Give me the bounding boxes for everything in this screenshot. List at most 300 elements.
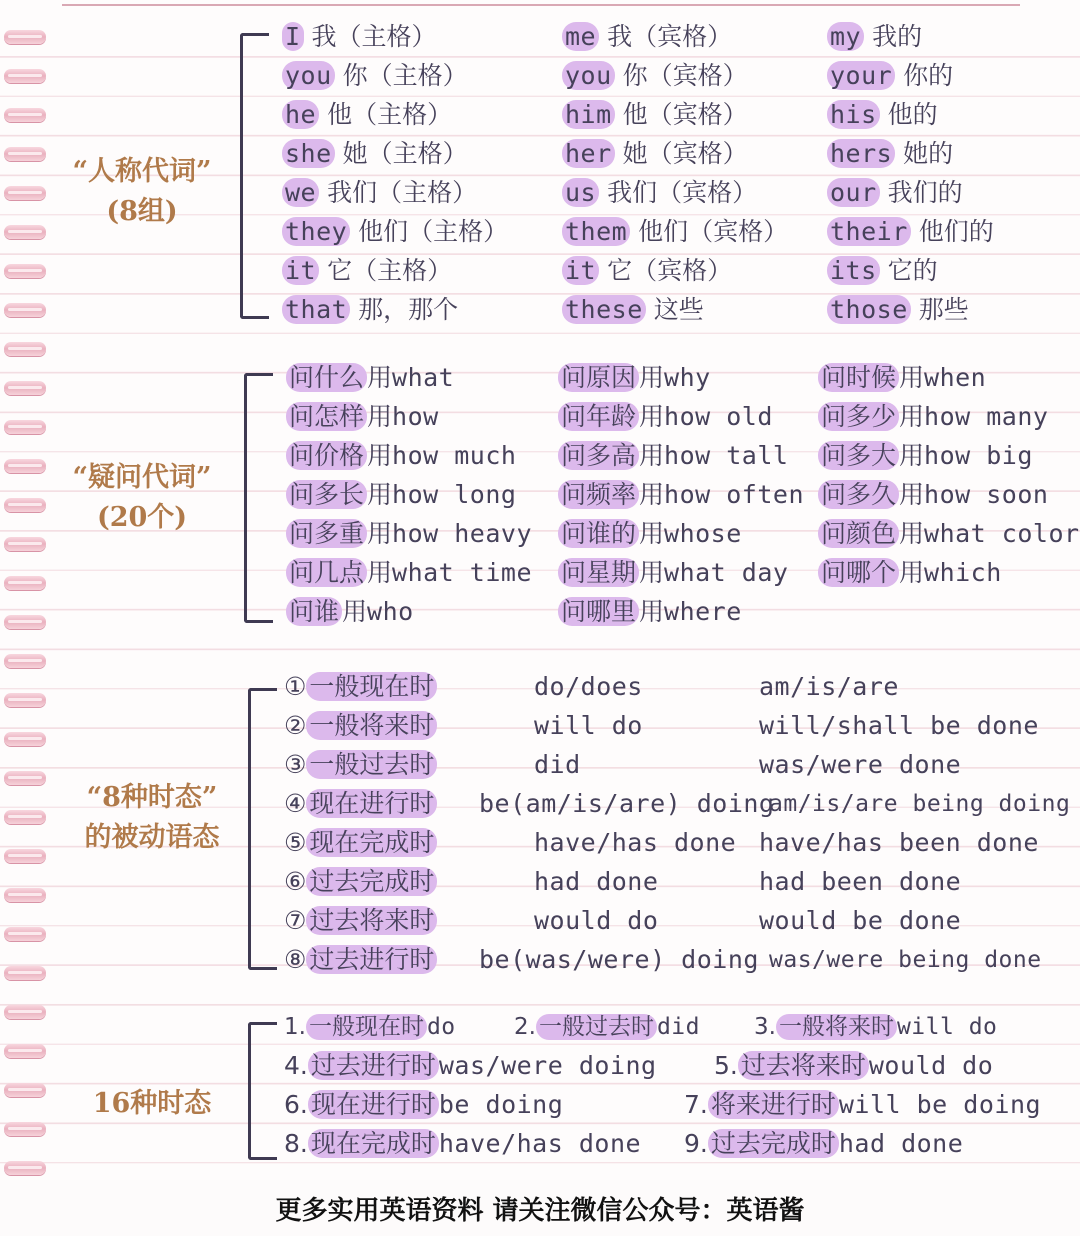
- question-meaning: 问几点: [286, 558, 367, 587]
- question-word: how heavy: [392, 519, 532, 548]
- pronoun-word: their: [827, 217, 911, 246]
- question-word: why: [664, 363, 711, 392]
- question-meaning: 问时候: [818, 363, 899, 392]
- circled-number: ⑧: [284, 945, 307, 974]
- question-use: 用: [899, 363, 925, 392]
- spacer: [615, 139, 623, 168]
- pronoun-pair: [282, 252, 452, 290]
- section-label-tenses: [62, 1084, 242, 1124]
- tense-name-cell: [284, 863, 437, 901]
- tense-number: 4.: [284, 1051, 308, 1080]
- circled-number: ①: [284, 672, 307, 701]
- spiral-ring: [4, 108, 46, 122]
- tense-name: 现在完成时: [306, 828, 437, 857]
- spiral-ring: [4, 498, 46, 512]
- pronoun-word: you: [282, 61, 335, 90]
- pronoun-meaning: 她（主格）: [342, 139, 468, 168]
- spiral-ring: [4, 615, 46, 629]
- spiral-ring: [4, 1122, 46, 1136]
- pronoun-pair: [562, 135, 748, 173]
- question-entry: [818, 359, 986, 397]
- spiral-ring: [4, 420, 46, 434]
- tense-entry: [284, 1125, 641, 1163]
- pronoun-meaning: 我们的: [887, 178, 963, 207]
- tense-name: 一般现在时: [306, 1014, 427, 1040]
- question-word: how long: [392, 480, 517, 509]
- question-use: 用: [342, 597, 368, 626]
- pronoun-meaning: 他（宾格）: [622, 100, 748, 129]
- active-form-cell: [534, 824, 736, 862]
- active-form-cell: [479, 941, 759, 979]
- spacer: [335, 61, 343, 90]
- question-word: how often: [664, 480, 804, 509]
- tense-name: 过去完成时: [708, 1129, 839, 1158]
- question-entry: [818, 398, 1048, 436]
- question-word: what time: [392, 558, 532, 587]
- question-entry: [558, 515, 742, 553]
- passive-form-cell: [769, 941, 1042, 979]
- tense-form: had done: [838, 1129, 964, 1158]
- spacer: [895, 139, 903, 168]
- tense-number: 1.: [284, 1014, 306, 1040]
- question-entry: [818, 515, 1080, 553]
- tense-entry: [684, 1086, 1041, 1124]
- spiral-ring: [4, 147, 46, 161]
- tense-name: 过去进行时: [306, 945, 437, 974]
- pronoun-meaning: 它（主格）: [327, 256, 453, 285]
- question-word: how much: [392, 441, 517, 470]
- question-entry: [818, 554, 1002, 592]
- spiral-ring: [4, 1083, 46, 1097]
- spiral-ring: [4, 576, 46, 590]
- tense-name-cell: [284, 746, 437, 784]
- passive-form-cell: [769, 785, 1070, 823]
- spiral-ring: [4, 1044, 46, 1058]
- pronoun-meaning: 我（宾格）: [607, 22, 733, 51]
- tense-name: 过去将来时: [306, 906, 437, 935]
- spacer: [646, 295, 654, 324]
- active-form: have/has done: [534, 828, 737, 857]
- active-form: did: [534, 750, 581, 779]
- question-use: 用: [639, 480, 665, 509]
- spacer: [880, 100, 888, 129]
- active-form-cell: [534, 668, 643, 706]
- question-use: 用: [639, 363, 665, 392]
- active-form: had done: [534, 867, 659, 896]
- pronoun-pair: [827, 174, 963, 212]
- question-word: who: [367, 597, 414, 626]
- question-use: 用: [639, 441, 665, 470]
- tense-form: will be doing: [838, 1090, 1042, 1119]
- active-form: be(was/were) doing: [479, 945, 759, 974]
- section-label-passive: [62, 778, 242, 858]
- section-title: “人称代词”: [72, 156, 212, 187]
- question-word: how soon: [924, 480, 1049, 509]
- spacer: [319, 256, 327, 285]
- passive-form-cell: [759, 902, 961, 940]
- pronoun-word: his: [827, 100, 880, 129]
- active-form-cell: [534, 902, 658, 940]
- circled-number: ⑤: [284, 828, 307, 857]
- tense-number: 8.: [284, 1129, 308, 1158]
- pronoun-pair: [827, 18, 922, 56]
- active-form: do/does: [534, 672, 643, 701]
- spacer: [319, 178, 327, 207]
- pronoun-pair: [282, 291, 458, 329]
- active-form: would do: [534, 906, 659, 935]
- spiral-ring: [4, 927, 46, 941]
- question-meaning: 问多重: [286, 519, 367, 548]
- section-subtitle: (20个): [96, 502, 188, 533]
- question-meaning: 问怎样: [286, 402, 367, 431]
- pronoun-meaning: 他的: [887, 100, 938, 129]
- pronoun-word: my: [827, 22, 864, 51]
- pronoun-meaning: 我（主格）: [311, 22, 437, 51]
- pronoun-meaning: 我的: [872, 22, 923, 51]
- tense-name-cell: [284, 707, 437, 745]
- question-word: whose: [664, 519, 742, 548]
- pronoun-pair: [827, 135, 953, 173]
- pronoun-word: she: [282, 139, 335, 168]
- tense-entry: [754, 1008, 997, 1046]
- tense-name-cell: [284, 668, 437, 706]
- pronoun-meaning: 他们的: [918, 217, 994, 246]
- spiral-ring: [4, 186, 46, 200]
- question-use: 用: [639, 597, 665, 626]
- active-form-cell: [479, 785, 774, 823]
- pronoun-meaning: 她的: [903, 139, 954, 168]
- pronoun-pair: [562, 252, 732, 290]
- question-meaning: 问多少: [818, 402, 899, 431]
- question-meaning: 问颜色: [818, 519, 899, 548]
- passive-form: would be done: [759, 906, 962, 935]
- passive-form: am/is/are: [759, 672, 899, 701]
- spiral-ring: [4, 732, 46, 746]
- circled-number: ⑦: [284, 906, 307, 935]
- pronoun-meaning: 那，那个: [358, 295, 459, 324]
- tense-form: do: [426, 1014, 456, 1040]
- question-entry: [558, 593, 742, 631]
- pronoun-word: we: [282, 178, 319, 207]
- pronoun-pair: [562, 174, 757, 212]
- tense-entry: [684, 1125, 963, 1163]
- passive-form: am/is/are being doing: [769, 791, 1071, 817]
- pronoun-pair: [562, 96, 748, 134]
- pronoun-word: her: [562, 139, 615, 168]
- active-form: be(am/is/are) doing: [479, 789, 775, 818]
- pronoun-word: your: [827, 61, 895, 90]
- question-meaning: 问谁: [286, 597, 342, 626]
- pronoun-pair: [827, 96, 938, 134]
- section-label-pronouns: [62, 152, 222, 232]
- tense-name: 一般将来时: [776, 1014, 897, 1040]
- passive-form: had been done: [759, 867, 962, 896]
- question-word: how old: [664, 402, 773, 431]
- tense-name-cell: [284, 824, 437, 862]
- question-word: what color: [924, 519, 1080, 548]
- active-form-cell: [534, 707, 643, 745]
- question-entry: [286, 398, 439, 436]
- question-word: how many: [924, 402, 1049, 431]
- bracket-questions: [244, 373, 273, 623]
- circled-number: ⑥: [284, 867, 307, 896]
- active-form-cell: [534, 863, 658, 901]
- spiral-ring: [4, 69, 46, 83]
- question-meaning: 问哪个: [818, 558, 899, 587]
- spiral-ring: [4, 225, 46, 239]
- tense-name: 现在进行时: [306, 789, 437, 818]
- pronoun-word: it: [282, 256, 319, 285]
- tense-name: 过去将来时: [738, 1051, 869, 1080]
- question-use: 用: [639, 519, 665, 548]
- tense-number: 3.: [754, 1014, 776, 1040]
- question-word: what day: [664, 558, 789, 587]
- spiral-ring: [4, 966, 46, 980]
- tense-name: 过去进行时: [308, 1051, 439, 1080]
- question-meaning: 问谁的: [558, 519, 639, 548]
- pronoun-word: these: [562, 295, 646, 324]
- active-form-cell: [534, 746, 581, 784]
- question-meaning: 问什么: [286, 363, 367, 392]
- tense-name: 现在进行时: [308, 1090, 439, 1119]
- spiral-ring: [4, 888, 46, 902]
- tense-form: have/has done: [438, 1129, 642, 1158]
- tense-number: 7.: [684, 1090, 708, 1119]
- pronoun-pair: [282, 213, 508, 251]
- question-entry: [558, 476, 804, 514]
- spacer: [880, 178, 888, 207]
- passive-form: was/were being done: [769, 947, 1042, 973]
- question-entry: [818, 476, 1048, 514]
- question-entry: [286, 437, 516, 475]
- tense-entry: [714, 1047, 993, 1085]
- section-label-questions: [62, 458, 222, 538]
- question-entry: [818, 437, 1033, 475]
- question-meaning: 问多长: [286, 480, 367, 509]
- pronoun-meaning: 他们（宾格）: [638, 217, 789, 246]
- question-word: where: [664, 597, 742, 626]
- passive-form-cell: [759, 668, 899, 706]
- pronoun-pair: [562, 18, 732, 56]
- tense-form: will do: [896, 1014, 998, 1040]
- question-meaning: 问原因: [558, 363, 639, 392]
- spiral-ring: [4, 693, 46, 707]
- pronoun-meaning: 他（主格）: [327, 100, 453, 129]
- pronoun-word: those: [827, 295, 911, 324]
- active-form: will do: [534, 711, 643, 740]
- question-meaning: 问价格: [286, 441, 367, 470]
- question-word: how tall: [664, 441, 789, 470]
- pronoun-pair: [282, 135, 468, 173]
- tense-form: would do: [868, 1051, 994, 1080]
- pronoun-pair: [827, 213, 994, 251]
- question-entry: [558, 554, 788, 592]
- tense-name-cell: [284, 785, 437, 823]
- spacer: [335, 139, 343, 168]
- tense-number: 5.: [714, 1051, 738, 1080]
- pronoun-word: its: [827, 256, 880, 285]
- passive-form: have/has been done: [759, 828, 1039, 857]
- pronoun-meaning: 它的: [887, 256, 938, 285]
- spacer: [880, 256, 888, 285]
- tense-entry: [514, 1008, 700, 1046]
- question-use: 用: [899, 441, 925, 470]
- pronoun-word: I: [282, 22, 304, 51]
- tense-name: 现在完成时: [308, 1129, 439, 1158]
- question-entry: [558, 398, 773, 436]
- question-use: 用: [367, 363, 393, 392]
- spiral-ring: [4, 303, 46, 317]
- tense-name: 一般过去时: [536, 1014, 657, 1040]
- pronoun-meaning: 这些: [653, 295, 704, 324]
- top-rule: [62, 4, 1020, 6]
- tense-entry: [284, 1047, 657, 1085]
- pronoun-meaning: 你（宾格）: [622, 61, 748, 90]
- question-entry: [286, 554, 532, 592]
- pronoun-meaning: 你的: [903, 61, 954, 90]
- pronoun-meaning: 它（宾格）: [607, 256, 733, 285]
- spiral-ring: [4, 459, 46, 473]
- spiral-ring: [4, 771, 46, 785]
- spiral-ring: [4, 1161, 46, 1175]
- pronoun-meaning: 我们（宾格）: [607, 178, 758, 207]
- pronoun-word: me: [562, 22, 599, 51]
- question-entry: [286, 515, 532, 553]
- question-meaning: 问星期: [558, 558, 639, 587]
- tense-number: 6.: [284, 1090, 308, 1119]
- passive-form: will/shall be done: [759, 711, 1039, 740]
- pronoun-word: it: [562, 256, 599, 285]
- pronoun-pair: [827, 291, 969, 329]
- passive-form-cell: [759, 746, 961, 784]
- spiral-ring: [4, 810, 46, 824]
- circled-number: ④: [284, 789, 307, 818]
- question-meaning: 问多高: [558, 441, 639, 470]
- spiral-ring: [4, 849, 46, 863]
- pronoun-word: they: [282, 217, 350, 246]
- question-meaning: 问多久: [818, 480, 899, 509]
- tense-entry: [284, 1008, 456, 1046]
- pronoun-word: him: [562, 100, 615, 129]
- question-entry: [286, 476, 516, 514]
- pronoun-pair: [282, 57, 468, 95]
- spacer: [911, 217, 919, 246]
- tense-name: 将来进行时: [708, 1090, 839, 1119]
- spacer: [630, 217, 638, 246]
- tense-form: did: [656, 1014, 700, 1040]
- spacer: [911, 295, 919, 324]
- question-use: 用: [639, 402, 665, 431]
- passive-form-cell: [759, 824, 1039, 862]
- passive-form: was/were done: [759, 750, 962, 779]
- question-meaning: 问多大: [818, 441, 899, 470]
- question-entry: [558, 359, 711, 397]
- question-use: 用: [367, 480, 393, 509]
- section-title: “8种时态”: [86, 782, 218, 813]
- spacer: [350, 295, 358, 324]
- pronoun-meaning: 他们（主格）: [358, 217, 509, 246]
- spacer: [304, 22, 312, 51]
- spiral-ring: [4, 342, 46, 356]
- question-entry: [286, 593, 414, 631]
- pronoun-word: hers: [827, 139, 895, 168]
- passive-form-cell: [759, 707, 1039, 745]
- spiral-binding: [0, 0, 60, 1180]
- footer-note: 更多实用英语资料 请关注微信公众号：英语酱: [275, 1196, 805, 1226]
- pronoun-meaning: 你（主格）: [342, 61, 468, 90]
- section-subtitle: 的被动语态: [84, 822, 220, 853]
- tense-name-cell: [284, 902, 437, 940]
- bracket-tenses: [248, 1022, 277, 1160]
- pronoun-pair: [282, 96, 452, 134]
- tense-name: 一般现在时: [306, 672, 437, 701]
- tense-name: 过去完成时: [306, 867, 437, 896]
- pronoun-meaning: 她（宾格）: [622, 139, 748, 168]
- pronoun-pair: [282, 174, 477, 212]
- question-use: 用: [899, 558, 925, 587]
- spacer: [599, 178, 607, 207]
- pronoun-pair: [827, 252, 938, 290]
- tense-form: be doing: [438, 1090, 564, 1119]
- pronoun-meaning: 那些: [918, 295, 969, 324]
- pronoun-word: them: [562, 217, 630, 246]
- question-use: 用: [367, 558, 393, 587]
- tense-form: was/were doing: [438, 1051, 657, 1080]
- tense-name-cell: [284, 941, 437, 979]
- spiral-ring: [4, 381, 46, 395]
- spiral-ring: [4, 537, 46, 551]
- tense-entry: [284, 1086, 563, 1124]
- question-entry: [558, 437, 788, 475]
- spacer: [599, 22, 607, 51]
- question-meaning: 问哪里: [558, 597, 639, 626]
- question-use: 用: [639, 558, 665, 587]
- circled-number: ②: [284, 711, 307, 740]
- section-subtitle: (8组): [106, 196, 178, 227]
- spiral-ring: [4, 264, 46, 278]
- pronoun-pair: [562, 213, 788, 251]
- tense-name: 一般将来时: [306, 711, 437, 740]
- question-use: 用: [367, 519, 393, 548]
- spiral-ring: [4, 30, 46, 44]
- pronoun-word: he: [282, 100, 319, 129]
- spacer: [319, 100, 327, 129]
- section-title: 16种时态: [92, 1088, 212, 1119]
- question-word: how: [392, 402, 439, 431]
- bracket-passive: [248, 688, 277, 970]
- question-word: how big: [924, 441, 1033, 470]
- pronoun-word: us: [562, 178, 599, 207]
- question-use: 用: [367, 402, 393, 431]
- circled-number: ③: [284, 750, 307, 779]
- question-word: when: [924, 363, 987, 392]
- tense-number: 2.: [514, 1014, 536, 1040]
- pronoun-word: you: [562, 61, 615, 90]
- spiral-ring: [4, 654, 46, 668]
- pronoun-word: that: [282, 295, 350, 324]
- spacer: [615, 61, 623, 90]
- spiral-ring: [4, 1005, 46, 1019]
- question-use: 用: [899, 402, 925, 431]
- question-word: which: [924, 558, 1002, 587]
- spacer: [864, 22, 872, 51]
- pronoun-pair: [562, 57, 748, 95]
- spacer: [615, 100, 623, 129]
- question-meaning: 问年龄: [558, 402, 639, 431]
- question-use: 用: [367, 441, 393, 470]
- question-use: 用: [899, 519, 925, 548]
- pronoun-pair: [282, 18, 437, 56]
